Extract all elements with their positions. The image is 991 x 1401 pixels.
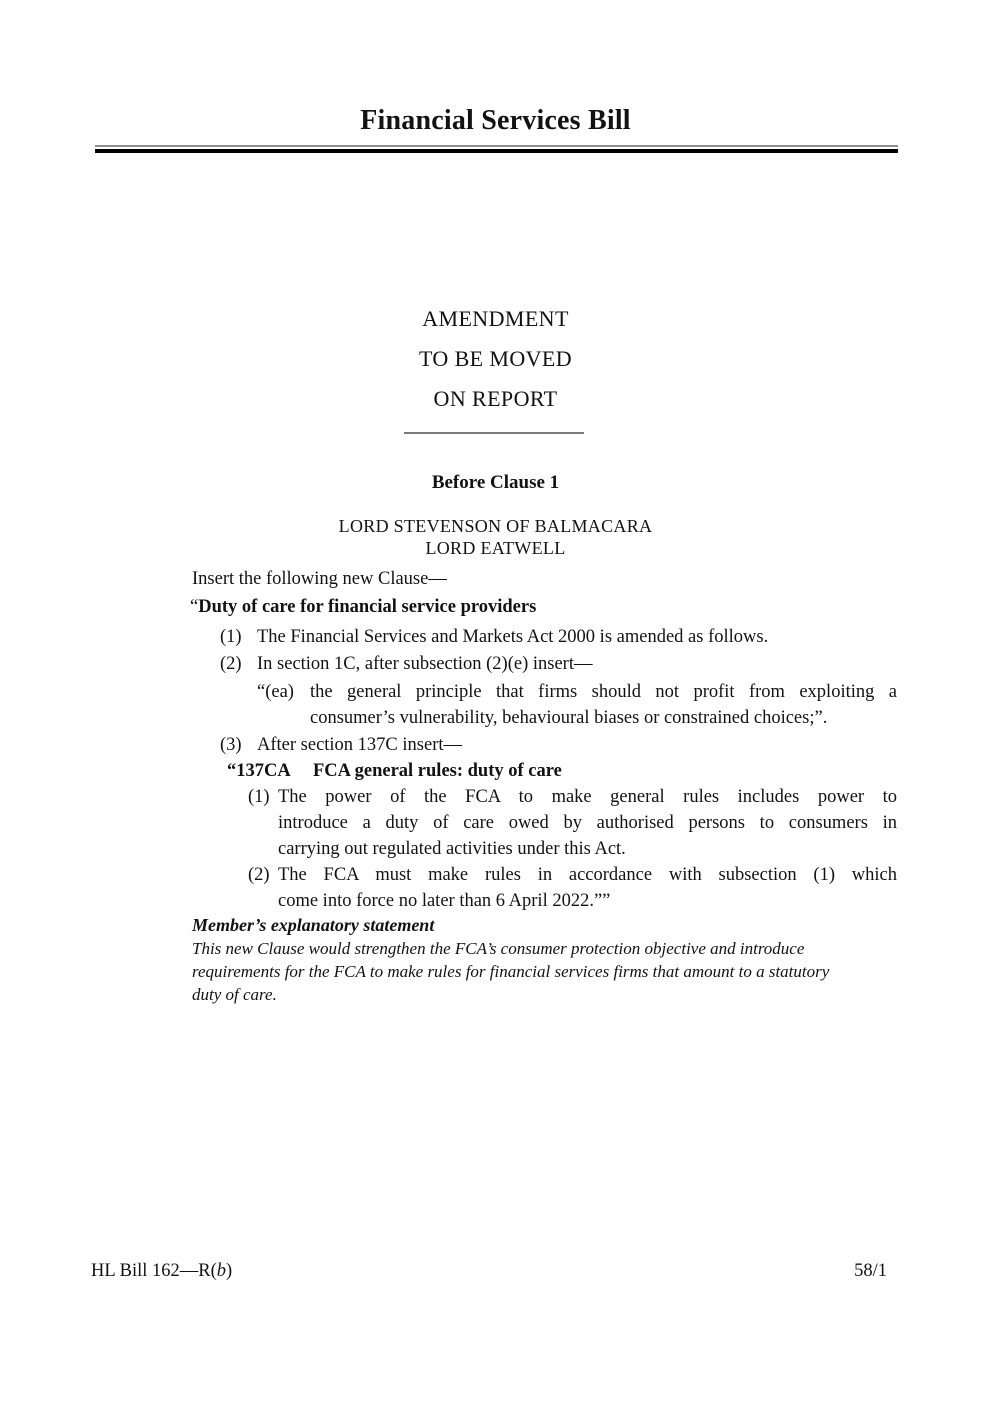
bill-reference-prefix: HL Bill 162—R(: [91, 1261, 217, 1281]
section-137ca-subsection-1-text: [278, 784, 897, 862]
paragraph-ea: [95, 679, 898, 731]
explanatory-statement-heading: Member’s explanatory statement: [192, 915, 435, 935]
sponsor-name-1: LORD STEVENSON OF BALMACARA: [338, 516, 653, 536]
section-137ca-heading-text: FCA general rules: duty of care: [313, 761, 562, 781]
notice-line-on-report: ON REPORT: [433, 386, 558, 411]
section-137ca-heading: [95, 758, 898, 784]
explanatory-line-2: requirements for the FCA to make rules for financial services firms that amount to a statutory: [192, 962, 830, 981]
explanatory-statement-text: [95, 937, 898, 1006]
explanatory-line-3: duty of care.: [192, 985, 277, 1004]
section-137ca-subsection-2-text: [278, 862, 897, 914]
title-rule: [95, 145, 898, 153]
subsection-3-text: After section 137C insert—: [257, 735, 462, 755]
paragraph-ea-line-2: consumer’s vulnerability, behavioural biases or constrained choices;”.: [310, 708, 828, 728]
subsection-2-line-2: come into force no later than 6 April 2022.””: [278, 891, 611, 911]
page-number: 58/1: [854, 1261, 887, 1281]
subsection-3-number: (3): [220, 735, 242, 755]
separator-rule: [404, 432, 584, 434]
section-137ca-subsection-2: [95, 862, 898, 914]
bill-reference-suffix: ): [225, 1261, 233, 1281]
subsection-2-number: (2): [220, 654, 242, 674]
subsection-1-line-3: carrying out regulated activities under this Act.: [278, 839, 626, 859]
section-137ca-subsection-1-number: (1): [248, 787, 270, 807]
new-clause-title-text: Duty of care for financial service providers: [198, 597, 537, 617]
title-rule-thick-line: [95, 149, 898, 153]
insert-instruction: Insert the following new Clause—: [192, 569, 447, 589]
page-title: Financial Services Bill: [360, 105, 631, 136]
explanatory-line-1: This new Clause would strengthen the FCA’s consumer protection objective and introduce: [192, 939, 805, 958]
paragraph-ea-label: “(ea): [257, 682, 294, 702]
sponsor-list: [0, 515, 991, 559]
subsection-1: [95, 624, 898, 650]
amendment-notice: [0, 299, 991, 419]
bill-reference: [91, 1259, 232, 1283]
open-quote: “: [190, 597, 199, 617]
subsection-1-number: (1): [220, 627, 242, 647]
section-137ca-label: “137CA: [227, 761, 291, 781]
clause-placement-heading: Before Clause 1: [431, 472, 560, 493]
new-clause-title: [95, 594, 898, 620]
bill-reference-italic: b: [216, 1261, 226, 1281]
notice-line-amendment: AMENDMENT: [422, 306, 569, 331]
notice-line-to-be-moved: TO BE MOVED: [418, 346, 573, 371]
section-137ca-subsection-1: [95, 784, 898, 862]
paragraph-ea-line-1: the general principle that firms should not profit from exploiting a: [310, 682, 897, 702]
paragraph-ea-text: [310, 679, 897, 731]
title-rule-thin-line: [95, 145, 898, 147]
subsection-2-text: In section 1C, after subsection (2)(e) insert—: [257, 654, 593, 674]
subsection-1-text: The Financial Services and Markets Act 2000 is amended as follows.: [257, 627, 769, 647]
subsection-1-line-2: introduce a duty of care owed by authorised persons to consumers in: [278, 813, 897, 833]
subsection-1-line-1: The power of the FCA to make general rules includes power to: [278, 787, 897, 807]
subsection-2: [95, 651, 898, 677]
sponsor-name-2: LORD EATWELL: [425, 538, 566, 558]
page-footer: [91, 1259, 887, 1283]
subsection-3: [95, 732, 898, 758]
subsection-2-line-1: The FCA must make rules in accordance with subsection (1) which: [278, 865, 897, 885]
section-137ca-subsection-2-number: (2): [248, 865, 270, 885]
